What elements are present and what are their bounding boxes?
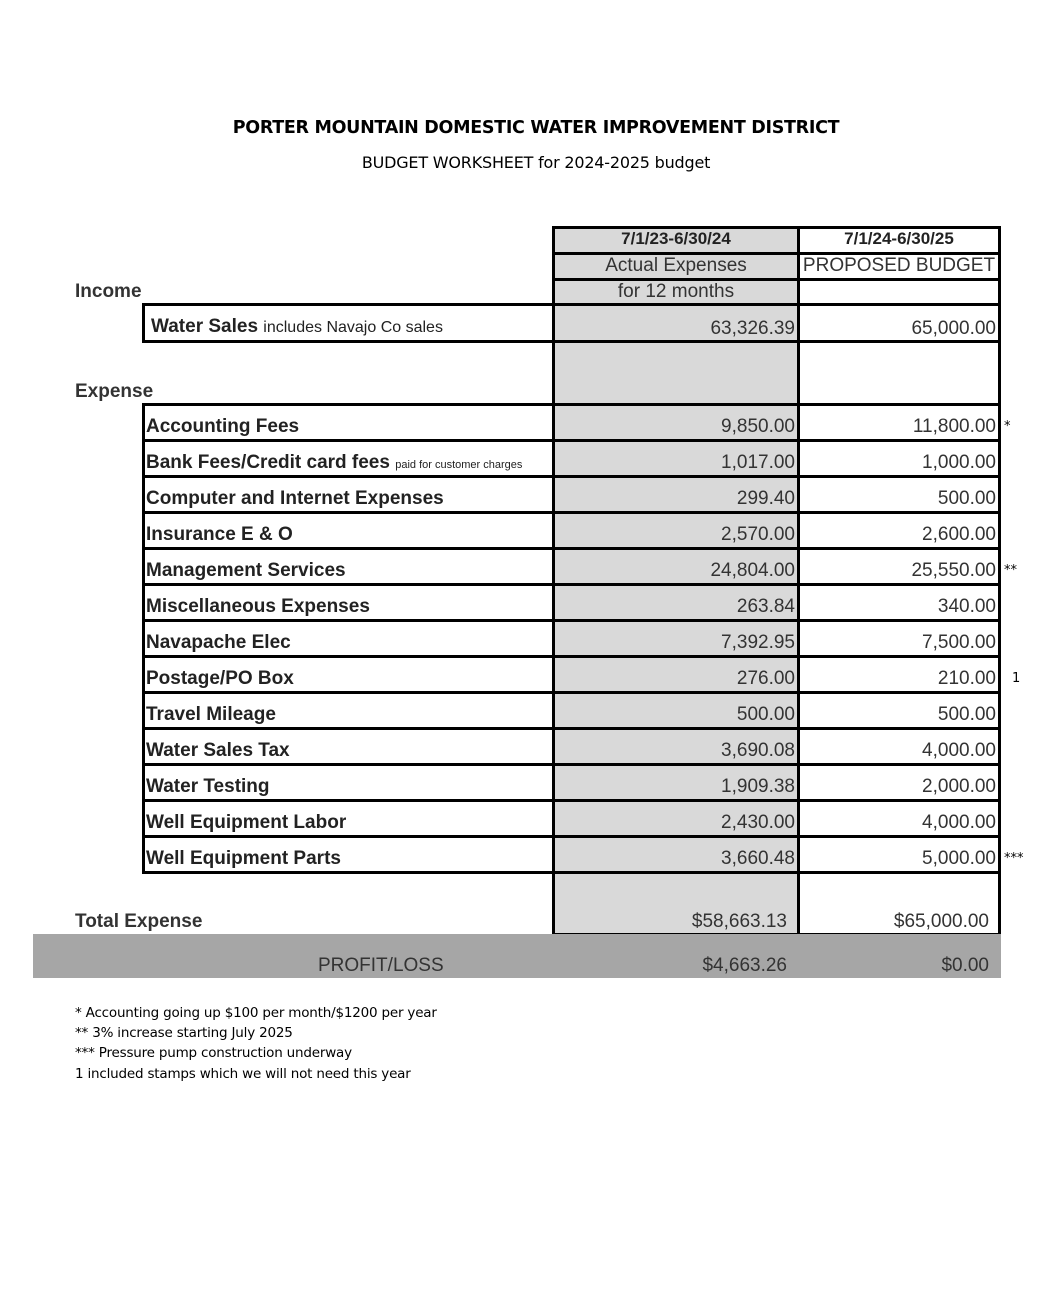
footnote-accounting: * Accounting going up $100 per month/$1200 per year xyxy=(75,1005,437,1021)
grid-hline xyxy=(142,835,1001,838)
expense-label: Management Services xyxy=(146,560,346,581)
income-section-label: Income xyxy=(75,281,142,302)
expense-actual-value: 276.00 xyxy=(736,668,795,689)
footnote-marker: *** xyxy=(1004,851,1024,866)
expense-proposed-value: 4,000.00 xyxy=(922,812,996,833)
total-actual-value: $58,663.13 xyxy=(691,911,787,932)
expense-proposed-value: 2,600.00 xyxy=(922,524,996,545)
proposed-label-header: PROPOSED BUDGET xyxy=(802,255,996,276)
proposed-period-header: 7/1/24-6/30/25 xyxy=(844,229,954,248)
expense-actual-value: 500.00 xyxy=(736,704,795,725)
expense-row-label xyxy=(146,560,346,582)
expense-proposed-value: 7,500.00 xyxy=(922,632,996,653)
grid-hline xyxy=(552,226,1001,229)
expense-label: Travel Mileage xyxy=(146,704,276,725)
expense-label: Computer and Internet Expenses xyxy=(146,488,444,509)
expense-proposed-value: 340.00 xyxy=(937,596,996,617)
expense-actual-value: 299.40 xyxy=(736,488,795,509)
expense-actual-value: 263.84 xyxy=(736,596,795,617)
expense-row-label xyxy=(146,416,299,438)
expense-label: Water Sales Tax xyxy=(146,740,290,761)
total-expense-label: Total Expense xyxy=(75,911,203,932)
expense-actual-value: 1,017.00 xyxy=(721,452,795,473)
expense-actual-value: 9,850.00 xyxy=(721,416,795,437)
expense-row-label xyxy=(146,596,370,618)
expense-proposed-value: 11,800.00 xyxy=(912,416,996,437)
actual-label-header: Actual Expenses xyxy=(605,255,747,276)
expense-label: Postage/PO Box xyxy=(146,668,294,689)
expense-row-label xyxy=(146,740,290,762)
grid-vline-income xyxy=(142,303,145,343)
expense-actual-value: 7,392.95 xyxy=(721,632,795,653)
grid-vline-left xyxy=(552,226,555,935)
expense-actual-value: 2,570.00 xyxy=(721,524,795,545)
grid-hline xyxy=(142,475,1001,478)
expense-row-label xyxy=(146,776,270,798)
expense-proposed-value: 25,550.00 xyxy=(911,560,996,581)
grid-hline xyxy=(142,340,1001,343)
grid-vline-expense xyxy=(142,403,145,874)
expense-row-label xyxy=(146,524,293,546)
expense-proposed-value: 500.00 xyxy=(937,488,996,509)
grid-hline xyxy=(142,727,1001,730)
actual-sublabel-header: for 12 months xyxy=(617,281,735,302)
grid-hline xyxy=(142,691,1001,694)
expense-row-label xyxy=(146,848,341,870)
profit-loss-label: PROFIT/LOSS xyxy=(318,955,444,976)
expense-proposed-value: 2,000.00 xyxy=(922,776,996,797)
footnote-well-parts: *** Pressure pump construction underway xyxy=(75,1045,352,1061)
expense-proposed-value: 210.00 xyxy=(937,668,996,689)
footnote-marker: ** xyxy=(1004,563,1017,578)
grid-hline xyxy=(142,511,1001,514)
expense-actual-value: 2,430.00 xyxy=(721,812,795,833)
expense-row-label xyxy=(146,632,291,654)
income-row-label xyxy=(151,316,443,338)
total-proposed-value: $65,000.00 xyxy=(893,911,989,932)
actual-period-header: 7/1/23-6/30/24 xyxy=(621,229,731,248)
expense-label: Miscellaneous Expenses xyxy=(146,596,370,617)
expense-actual-value: 1,909.38 xyxy=(721,776,795,797)
grid-vline-mid xyxy=(797,226,800,935)
expense-actual-value: 3,690.08 xyxy=(721,740,795,761)
expense-label: Insurance E & O xyxy=(146,524,293,545)
expense-actual-value: 24,804.00 xyxy=(710,560,795,581)
footnote-postage: 1 included stamps which we will not need this year xyxy=(75,1066,411,1082)
expense-label: Well Equipment Labor xyxy=(146,812,347,833)
grid-hline xyxy=(142,303,1001,306)
grid-hline xyxy=(142,655,1001,658)
grid-hline xyxy=(142,547,1001,550)
expense-label: Bank Fees/Credit card fees xyxy=(146,452,390,473)
grid-hline xyxy=(552,278,1001,281)
expense-label: Accounting Fees xyxy=(146,416,300,437)
expense-label: Well Equipment Parts xyxy=(146,848,341,869)
expense-row-label xyxy=(146,812,346,834)
expense-row-label xyxy=(146,452,522,474)
document-subtitle: BUDGET WORKSHEET for 2024-2025 budget xyxy=(361,153,711,172)
document-title: PORTER MOUNTAIN DOMESTIC WATER IMPROVEMENT DISTRICT xyxy=(232,118,840,138)
expense-proposed-value: 4,000.00 xyxy=(922,740,996,761)
grid-hline xyxy=(552,252,1001,255)
grid-hline xyxy=(142,403,1001,406)
profit-proposed-value: $0.00 xyxy=(941,955,989,976)
profit-actual-value: $4,663.26 xyxy=(702,955,787,976)
expense-label: Navapache Elec xyxy=(146,632,291,653)
income-actual-value: 63,326.39 xyxy=(710,318,795,339)
grid-hline xyxy=(142,583,1001,586)
footnote-marker: * xyxy=(1004,419,1011,434)
expense-row-label xyxy=(146,668,294,690)
expense-proposed-value: 1,000.00 xyxy=(922,452,996,473)
expense-proposed-value: 500.00 xyxy=(937,704,996,725)
grid-hline xyxy=(142,799,1001,802)
expense-row-label xyxy=(146,488,444,510)
grid-hline xyxy=(142,871,1001,874)
expense-proposed-value: 5,000.00 xyxy=(922,848,996,869)
footnote-management: ** 3% increase starting July 2025 xyxy=(75,1025,293,1041)
footnote-marker: 1 xyxy=(1012,671,1021,686)
grid-hline xyxy=(142,439,1001,442)
expense-row-label xyxy=(146,704,276,726)
expense-section-label: Expense xyxy=(75,381,154,402)
expense-note: paid for customer charges xyxy=(395,459,523,471)
income-proposed-value: 65,000.00 xyxy=(911,318,996,339)
grid-hline xyxy=(142,619,1001,622)
grid-hline xyxy=(142,763,1001,766)
water-sales-label: Water Sales xyxy=(151,316,259,337)
expense-actual-value: 3,660.48 xyxy=(721,848,795,869)
grid-vline-right xyxy=(998,226,1001,935)
expense-label: Water Testing xyxy=(146,776,270,797)
water-sales-note: includes Navajo Co sales xyxy=(263,319,443,336)
